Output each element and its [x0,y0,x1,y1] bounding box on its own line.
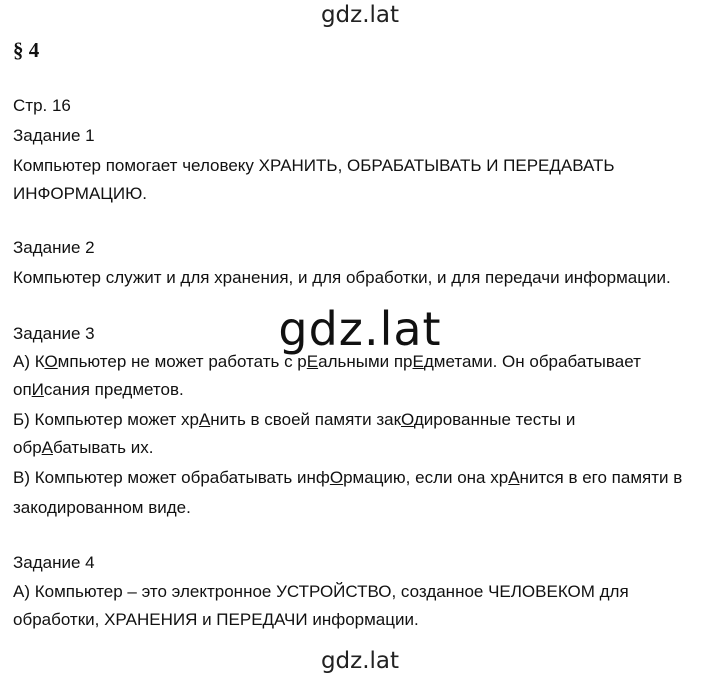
task3-line-b2: обрАбатывать их. [13,438,154,457]
watermark-middle: gdz.lat [278,302,442,356]
section-title: § 4 [13,38,40,62]
task3-heading: Задание 3 [13,324,95,343]
watermark-top: gdz.lat [320,2,400,28]
task2-line1: Компьютер служит и для хранения, и для обработки, и для передачи информации. [13,268,671,287]
task3-line-a1: А) КОмпьютер не может работать с рЕальными прЕдметами. Он обрабатывает [13,352,641,371]
task1-heading: Задание 1 [13,126,95,145]
task1-line1: Компьютер помогает человеку ХРАНИТЬ, ОБРАБАТЫВАТЬ И ПЕРЕДАВАТЬ [13,156,615,175]
task4-line1: А) Компьютер – это электронное УСТРОЙСТВО, созданное ЧЕЛОВЕКОМ для [13,582,629,601]
task3-line-a2: опИсания предметов. [13,380,184,399]
task4-line2: обработки, ХРАНЕНИЯ и ПЕРЕДАЧИ информации. [13,610,419,629]
task3-line-c1: В) Компьютер может обрабатывать инфОрмацию, если она хрАнится в его памяти в [13,468,683,487]
task4-heading: Задание 4 [13,553,95,572]
task3-line-b1: Б) Компьютер может хрАнить в своей памяти закОдированные тесты и [13,410,576,429]
task3-line-c2: закодированном виде. [13,498,191,517]
watermark-bottom: gdz.lat [320,648,400,674]
task2-heading: Задание 2 [13,238,95,257]
task1-line2: ИНФОРМАЦИЮ. [13,184,147,203]
page-reference: Стр. 16 [13,96,71,115]
